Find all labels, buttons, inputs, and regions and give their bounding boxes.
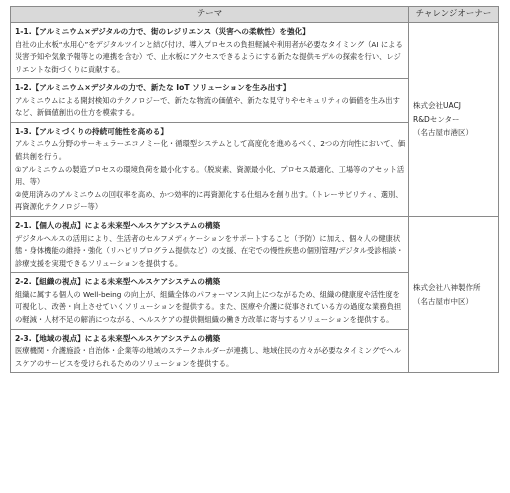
owner-department: R&Dセンター: [413, 114, 460, 124]
section-1-2: [11, 78, 408, 122]
section-1-1: [11, 23, 408, 78]
table-row-group-uacj: [11, 23, 499, 217]
section-title: 1-1.【アルミニウム×デジタルの力で、街のレジリエンス（災害への柔軟性）を強化】: [15, 27, 310, 36]
section-body: アルミニウム分野のサーキュラーエコノミー化・循環型システムとして高度化を進めるべく、2つの方向性において、価値共創を行う。 ①アルミニウムの製造プロセスの環境負荷を最小化する。（脱炭素、資源最小化、プロセス最適化、工場等のアセット活用、等） ②使用済みのアルミニウムの回収率を高め、かつ効率的に再資源化する仕組みを創り出す。（トレーサビリティ、選別、再資源化テクノロジー等）: [15, 139, 405, 212]
section-body: 組織に属する個人の Well-being の向上が、組織全体のパフォーマンス向上につながるため、組織の健康度や活性度を可視化し、改善・向上させていくソリューションを提供する。また、医療や介護に従事されている方の過度な業務負担の軽減・人材不足の解消につながる、ヘルスケアの提供側組織の働き方改革に寄与するソリューションを提供する。: [15, 289, 402, 324]
section-1-3: [11, 122, 408, 216]
theme-cell-uacj: [11, 23, 409, 217]
header-owner: チャレンジオーナー: [409, 7, 499, 23]
section-2-1: [11, 217, 408, 272]
owner-location: （名古屋市港区）: [413, 128, 473, 138]
section-body: アルミニウムによる開封検知のテクノロジーで、新たな物流の価値や、新たな見守りやセキュリティの価値を生み出すなど、新価値創出の仕方を模索する。: [15, 95, 400, 118]
owner-company: 株式会社UACJ: [413, 101, 461, 111]
owner-location: （名古屋市中区）: [413, 296, 473, 306]
owner-yagami: [409, 281, 498, 308]
section-title: 2-3.【地域の視点】による未来型ヘルスケアシステムの構築: [15, 333, 221, 343]
challenge-table: [10, 6, 499, 373]
section-2-3: [11, 329, 408, 373]
section-title: 1-2.【アルミニウム×デジタルの力で、新たな IoT ソリューションを生み出す】: [15, 83, 291, 93]
header-theme: テーマ: [11, 7, 409, 23]
theme-cell-yagami: [11, 217, 409, 373]
section-body: 自社の止水板“水用心”をデジタルツインと結び付け、導入プロセスの負担軽減や利用者が必要なタイミング（AI による災害予知や気象予報等との連携を含む）で、止水板にアクセスできるようにする新たな提供モデルの探索を行い、レジリエントな街づくりに貢献する。: [15, 39, 403, 74]
section-title: 2-2.【組織の視点】による未来型ヘルスケアシステムの構築: [15, 277, 221, 287]
owner-company: 株式会社八神製作所: [413, 283, 481, 293]
owner-cell-yagami: [409, 217, 499, 373]
table-header-row: [11, 7, 499, 23]
section-body: 医療機関・介護施設・自治体・企業等の地域のステークホルダーが連携し、地域住民の方々が必要なタイミングでヘルスケアのサービスを受けられるためのソリューションを提供する。: [15, 346, 402, 368]
table-row-group-yagami: [11, 217, 499, 373]
owner-uacj: [409, 99, 498, 140]
section-title: 2-1.【個人の視点】による未来型ヘルスケアシステムの構築: [15, 221, 221, 231]
section-title: 1-3.【アルミづくりの持続可能性を高める】: [15, 126, 168, 136]
section-body: デジタルヘルスの活用により、生活者のセルフメディケーションをサポートすること（予防）に加え、個々人の健康状態・身体機能の維持・強化（リハビリプログラム提供など）の支援、在宅での慢性疾患の個別管理/デジタル受診相談・診療支援を実現できるソリューションを提供する。: [15, 233, 404, 268]
owner-cell-uacj: [409, 23, 499, 217]
section-2-2: [11, 272, 408, 328]
